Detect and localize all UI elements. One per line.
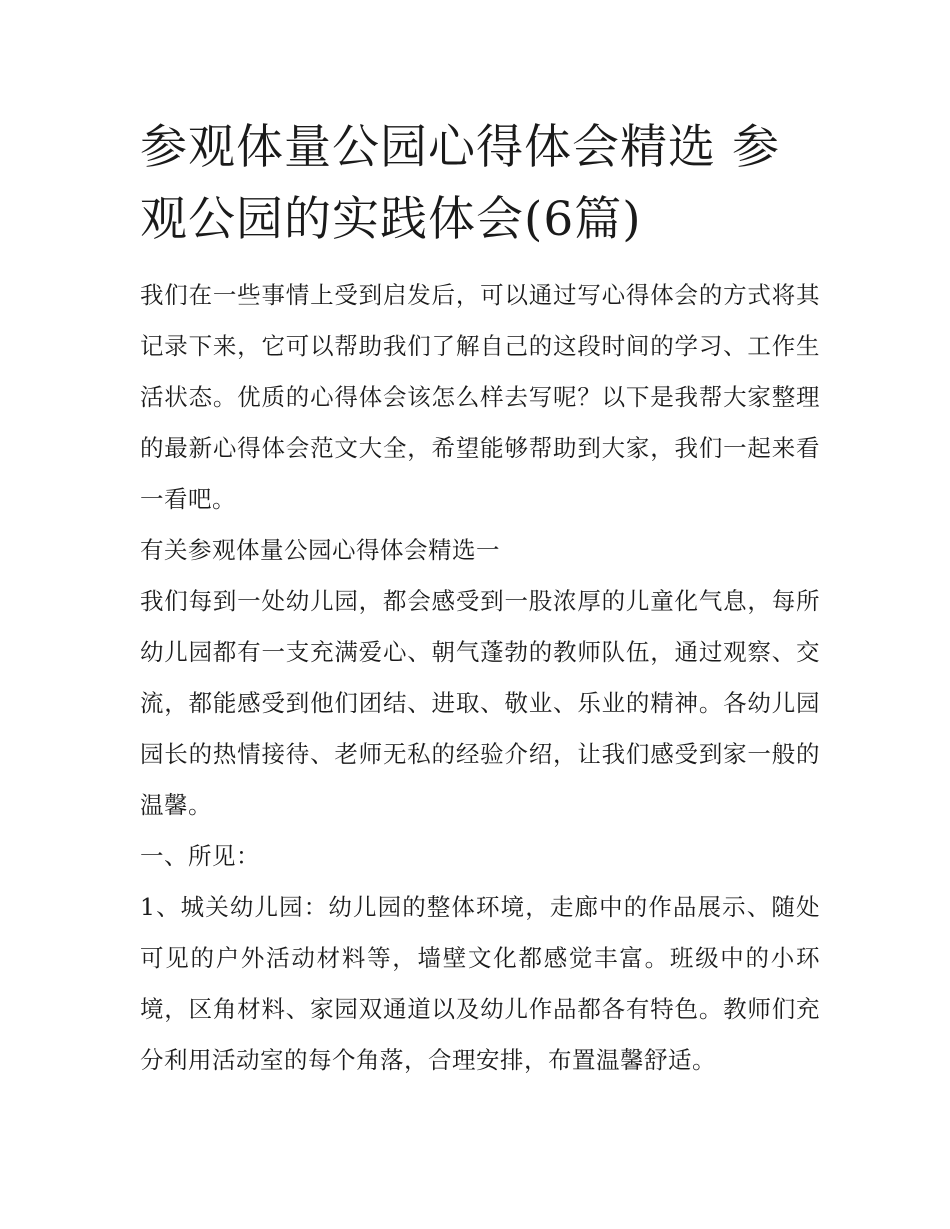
list-item-1: 1、城关幼儿园：幼儿园的整体环境，走廊中的作品展示、随处可见的户外活动材料等，墙壁文化都感觉丰富。班级中的小环境，区角材料、家园双通道以及幼儿作品都各有特色。教师们充分利用活动室的每个角落，合理安排，布置温馨舒适。 [140, 893, 820, 1074]
document-title: 参观体量公园心得体会精选 参观公园的实践体会(6篇) [140, 120, 780, 247]
section-heading: 有关参观体量公园心得体会精选一 [140, 536, 500, 564]
intro-paragraph: 我们在一些事情上受到启发后，可以通过写心得体会的方式将其记录下来，它可以帮助我们了解自己的这段时间的学习、工作生活状态。优质的心得体会该怎么样去写呢？以下是我帮大家整理的最新心得体会范文大全，希望能够帮助到大家，我们一起来看一看吧。 [140, 281, 820, 513]
body-paragraph-1: 我们每到一处幼儿园，都会感受到一股浓厚的儿童化气息，每所幼儿园都有一支充满爱心、朝气蓬勃的教师队伍，通过观察、交流，都能感受到他们团结、进取、敬业、乐业的精神。各幼儿园园长的热情接待、老师无私的经验介绍，让我们感受到家一般的温馨。 [140, 587, 820, 819]
document-body [140, 112, 820, 1086]
subheading-seen: 一、所见： [140, 842, 260, 870]
